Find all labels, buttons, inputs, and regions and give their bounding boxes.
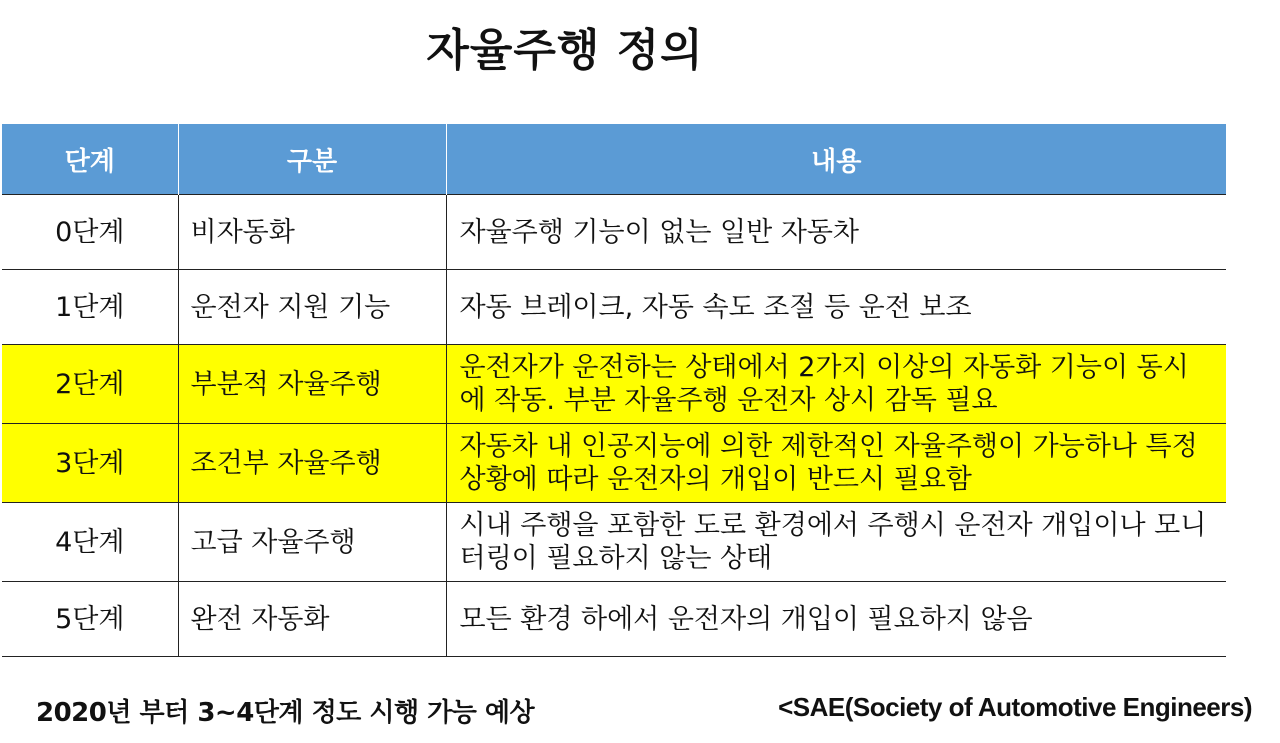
header-content: 내용 xyxy=(446,124,1226,195)
level-cell: 0단계 xyxy=(2,195,178,270)
level-cell: 5단계 xyxy=(2,582,178,657)
page-title: 자율주행 정의 xyxy=(426,25,704,76)
table-header-row xyxy=(2,124,1226,195)
table-row-level-2 xyxy=(2,345,1226,424)
level-cell: 4단계 xyxy=(2,503,178,582)
level-cell: 1단계 xyxy=(2,270,178,345)
autonomy-levels-table xyxy=(2,124,1226,657)
category-cell: 조건부 자율주행 xyxy=(178,424,446,503)
footer-note: 2020년 부터 3~4단계 정도 시행 가능 예상 xyxy=(36,698,535,728)
table-row-level-1 xyxy=(2,270,1226,345)
table-row-level-3 xyxy=(2,424,1226,503)
level-cell: 2단계 xyxy=(2,345,178,424)
header-category: 구분 xyxy=(178,124,446,195)
category-cell: 완전 자동화 xyxy=(178,582,446,657)
content-cell: 모든 환경 하에서 운전자의 개입이 필요하지 않음 xyxy=(446,582,1226,657)
content-cell: 자동차 내 인공지능에 의한 제한적인 자율주행이 가능하나 특정 상황에 따라 운전자의 개입이 반드시 필요함 xyxy=(446,424,1226,503)
table-row-level-0 xyxy=(2,195,1226,270)
content-cell: 운전자가 운전하는 상태에서 2가지 이상의 자동화 기능이 동시에 작동. 부분 자율주행 운전자 상시 감독 필요 xyxy=(446,345,1226,424)
content-cell: 자율주행 기능이 없는 일반 자동차 xyxy=(446,195,1226,270)
table-row-level-4 xyxy=(2,503,1226,582)
category-cell: 비자동화 xyxy=(178,195,446,270)
category-cell: 운전자 지원 기능 xyxy=(178,270,446,345)
footer-source: <SAE(Society of Automotive Engineers) xyxy=(778,692,1252,722)
category-cell: 고급 자율주행 xyxy=(178,503,446,582)
table-row-level-5 xyxy=(2,582,1226,657)
header-level: 단계 xyxy=(2,124,178,195)
category-cell: 부분적 자율주행 xyxy=(178,345,446,424)
level-cell: 3단계 xyxy=(2,424,178,503)
content-cell: 자동 브레이크, 자동 속도 조절 등 운전 보조 xyxy=(446,270,1226,345)
content-cell: 시내 주행을 포함한 도로 환경에서 주행시 운전자 개입이나 모니터링이 필요하지 않는 상태 xyxy=(446,503,1226,582)
